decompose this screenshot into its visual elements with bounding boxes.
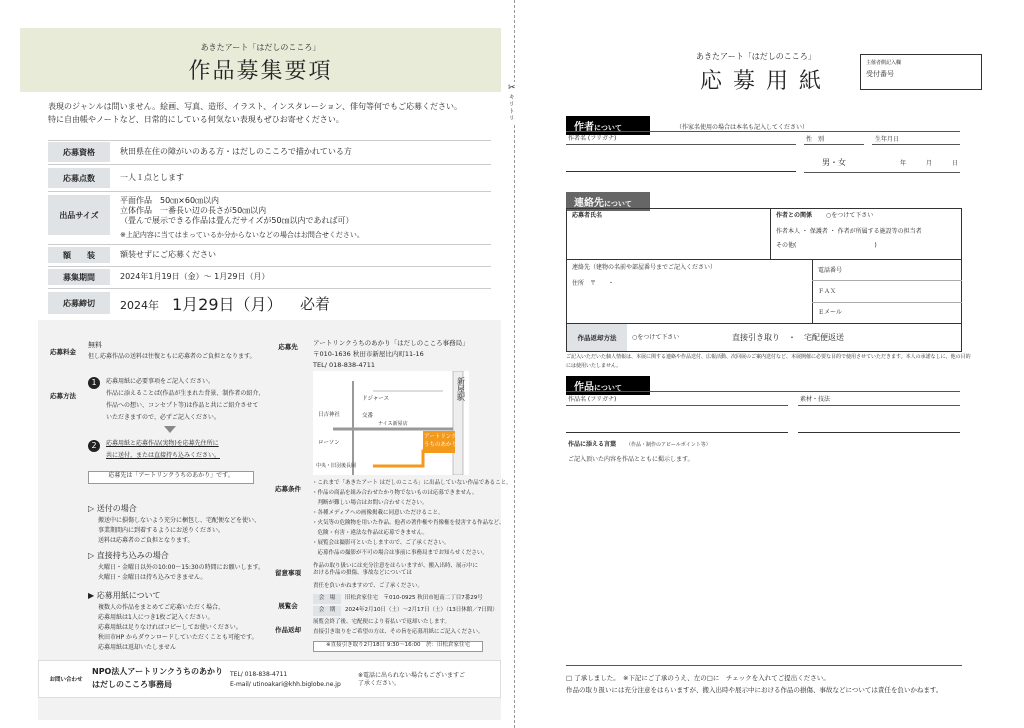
privacy-line-1: ご記入いただいた個人情報は、本展に関する連絡や作品送付、広報活動、次回展のご案内送付など、本展開催に必要な目的で使用させていただきます。本人の承諾なしに、他の目的 (566, 354, 971, 360)
step-2-circle: 2 (88, 440, 100, 452)
dest-label: 応募先 (278, 342, 298, 351)
conditions-label: 応募条件 (275, 484, 301, 493)
email-label: Ｅメール (818, 309, 842, 316)
venue-tag: 会 場 (313, 594, 341, 604)
material-field[interactable] (798, 407, 960, 433)
cond-line-1: ・これまで「あきたアート はだしのこころ」に出品していない作品であること。 (312, 480, 512, 486)
work-section-title (566, 376, 650, 395)
map-label-nice: ナイス新屋店 (378, 421, 408, 427)
form-title: ▶ 応募用紙について (88, 591, 161, 600)
period-tag: 会 期 (313, 606, 341, 616)
privacy-line-2: には使用いたしません。 (566, 363, 622, 369)
birth-day: 日 (952, 160, 959, 167)
return-method-label: 作品返却方法 (567, 324, 627, 351)
relation-label: 作者との関係 (776, 212, 813, 219)
method-label: 応募方法 (50, 391, 76, 400)
left-title: 作品募集要項 (188, 59, 333, 84)
row-label-period: 募集期間 (48, 269, 110, 285)
send-line-2: 事業期間内に到着するようにお送りください。 (98, 527, 225, 534)
form-line-2: 応募用紙は1人につき1枚ご記入ください。 (98, 614, 214, 621)
reception-label-2: 受付番号 (866, 70, 894, 78)
row-label-count: 応募点数 (48, 168, 110, 188)
map-label-road: 中央・旧羽後長岡 (316, 463, 357, 469)
arrow-down-icon (164, 426, 176, 433)
send-line-3: 送料は応募者のご負担となります。 (98, 537, 194, 544)
birth-month: 月 (926, 160, 933, 167)
fax-label: ＦＡＸ (818, 288, 837, 295)
material-label: 素材・技法 (800, 396, 831, 403)
map-label-shrine: 日吉神社 (318, 412, 341, 418)
contact-section-sub: について (604, 200, 632, 208)
cond-line-8: 応募作品の撮影が不可の場合は事前に事務局までお知らせください。 (312, 550, 488, 556)
intro-line-1: 表現のジャンルは問いません。絵画、写真、造形、イラスト、インスタレーション、俳句等何でもご応募ください。 (48, 102, 462, 111)
row-value-count: 一人１点とします (120, 173, 184, 182)
contact-org-1: NPO法人アートリンクうちのあかり (92, 667, 223, 676)
work-title-field[interactable] (566, 407, 788, 433)
map-label-lawson: ローソン (318, 440, 340, 446)
applicant-label: 応募者氏名 (572, 212, 603, 219)
reception-label-1: 主催者側記入欄 (866, 60, 902, 66)
venue-value: 旧松倉家住宅 〒010-0925 秋田市旭南二丁目7番29号 (345, 595, 483, 601)
map-label-utinoakari: うちのあかり (424, 442, 458, 448)
map-label-dodgers: ドジャース (362, 396, 390, 402)
contact-note: ※電話に出られない場合もございますご了承ください。 (358, 672, 466, 688)
cond-line-2: ・作品の商品を組み合わせたかり物でないものは応募できません。 (312, 490, 478, 496)
step-2-line-2: 共に送付、または直接持ち込みください。 (106, 452, 221, 459)
row-label-frame: 額 装 (48, 247, 110, 263)
fee-value: 無料 (88, 341, 102, 349)
step-1-line-2: 作品に添えることば(作品が生まれた背景、制作者の紹介、 (106, 390, 265, 397)
relation-other[interactable]: その他( ) (776, 242, 877, 249)
dest-line-2: 〒010-1636 秋田市新屋比内町11-16 (313, 350, 424, 358)
author-note: （作家名使用の場合は本名も記入してください） (676, 124, 809, 131)
row-value-size-3: （畳んで展示できる作品は畳んだサイズが50㎝以内であれば可） (120, 216, 354, 225)
form-line-4: 秋田市HP からダウンロードしていただくことも可能です。 (98, 634, 258, 641)
row-label-eligibility: 応募資格 (48, 142, 110, 162)
row-value-size-2: 立体作品 一番長い辺の長さが50㎝以内 (120, 206, 267, 215)
address-label: 連絡先（建物の名前や部屋番号までご記入ください） (572, 264, 717, 271)
cond-line-6: 危険・有害・違法な作品は応募できません。 (312, 530, 428, 536)
row-label-deadline: 応募締切 (48, 292, 110, 314)
words-note: ご記入頂いた内容を作品とともに掲示します。 (568, 456, 694, 463)
row-note-size: ※上記内容に当てはまっているか分からないなどの場合はお問合せください。 (120, 231, 364, 239)
caution-label: 留意事項 (275, 568, 301, 577)
contact-section-main: 連絡先 (574, 198, 604, 209)
step-1-line-1: 応募用紙に必要事項をご記入ください。 (106, 378, 215, 385)
cond-line-5: ・火気等の危険物を用いた作品、他者の著作権や肖像権を侵害する作品など、 (312, 520, 505, 526)
contact-email: E-mail/ utinoakari@khh.biglobe.ne.jp (230, 681, 341, 688)
return-box: ※直接引き取り2月18日 9:30～16:00 於：旧松倉家住宅 (313, 641, 483, 652)
work-title-label: 作品名 (フリガナ) (568, 396, 617, 403)
map-label-station: 新屋駅 (457, 377, 465, 402)
gender-options[interactable]: 男・女 (822, 158, 846, 167)
author-name-field[interactable] (566, 146, 796, 172)
map-label-artlink: アートリンク (424, 434, 457, 440)
map-label-koban: 交番 (362, 413, 374, 419)
return-line-2: 直接引き取りをご希望の方は、その旨を応募用紙にご記入ください。 (313, 629, 484, 635)
work-section-sub: について (594, 384, 622, 392)
applicant-field[interactable] (572, 224, 762, 254)
row-value-eligibility: 秋田県在住の障がいのある方・はだしのこころで描かれている方 (120, 147, 352, 156)
contact-tel: TEL/ 018-838-4711 (230, 671, 288, 678)
form-line-3: 応募用紙は足りなければコピーしてお使いください。 (98, 624, 242, 631)
bring-line-2: 火曜日・金曜日は持ち込みできません。 (98, 574, 207, 581)
row-label-size: 出品サイズ (48, 195, 110, 235)
cond-line-7: ・展覧会は撮影可といたしますので、ご了承ください。 (312, 540, 450, 546)
words-label: 作品に添える言葉 (568, 441, 617, 448)
step-1-circle: 1 (88, 377, 100, 389)
dest-line-1: アートリンクうちのあかり「はだしのこころ事務局」 (313, 339, 469, 347)
cond-line-3: 判断が難しい場合はお問い合わせください。 (312, 500, 428, 506)
contact-label: お問い合わせ (49, 677, 83, 683)
fee-note: 但し応募作品の送料は往復ともに応募者のご負担となります。 (88, 353, 256, 360)
contact-org-2: はだしのこころ事務局 (92, 680, 172, 689)
return-label: 作品返却 (275, 625, 301, 634)
cut-label: キリトリ (509, 95, 519, 124)
return-line-1: 展覧会終了後、宅配便により着払いで返却いたします。 (313, 619, 451, 625)
bring-line-1: 火曜日・金曜日以外の10:00～15:30の時間にお願いします。 (98, 564, 265, 571)
author-section-title (566, 116, 650, 135)
send-title: ▷ 送付の場合 (88, 504, 137, 513)
period-value: 2024年2月10日（土）～2月17日（土）（13日休館／7日間） (345, 607, 498, 613)
relation-hint: ○をつけて下さい (826, 212, 874, 219)
step-1-line-4: いただきますので、必ずご記入ください。 (106, 414, 220, 421)
words-hint: （作品・制作のアピールポイント等） (626, 442, 711, 448)
send-line-1: 搬送中に損傷しないよう充分に梱包し、宅配便などを使い、 (98, 517, 261, 524)
row-value-frame: 額装せずにご応募ください (120, 250, 216, 259)
cond-line-4: ・各種メディアへの画像掲載に同意いただけること。 (312, 510, 444, 516)
caution-line-1: 作品の取り扱いには充分注意をはらいますが、搬入出時、展示中における作品の損傷、事故などについては (313, 563, 479, 577)
row-value-deadline-suffix: 必着 (300, 295, 331, 313)
row-value-deadline-year: 2024年 (120, 299, 159, 312)
dest-line-3: TEL/ 018-838-4711 (313, 361, 376, 369)
work-section-main: 作品 (574, 382, 594, 393)
scissors-icon: ✂ (508, 83, 516, 93)
row-value-size-1: 平面作品 50㎝×60㎝以内 (120, 196, 220, 205)
step-1-line-3: 作品への想い、コンセプト等)は作品と共にご紹介させて (106, 402, 259, 409)
bring-title: ▷ 直接持ち込みの場合 (88, 551, 169, 560)
agree-line-2: 作品の取り扱いには充分注意をはらいますが、搬入出時や展示中における作品の損傷、事故などについては責任を負いかねます。 (566, 686, 943, 694)
words-field[interactable] (566, 468, 962, 658)
author-section-main: 作者 (574, 122, 594, 133)
caution-line-2: 責任を負いかねますので、ご了承ください。 (313, 583, 423, 589)
right-title: 応 募 用 紙 (700, 69, 823, 94)
left-subtitle: あきたアート「はだしのこころ」 (200, 43, 321, 52)
return-method-hint: ○をつけて下さい (632, 334, 680, 341)
gender-label: 性 別 (806, 136, 825, 143)
phone-label: 電話番号 (818, 267, 843, 274)
form-line-1: 複数人の作品をまとめてご応募いただく場合、 (98, 604, 225, 611)
address-line[interactable]: 住所 〒 ・ (572, 280, 615, 287)
relation-options[interactable]: 作者本人 ・ 保護者 ・ 作者が所属する施設等の担当者 (776, 228, 922, 235)
exhibition-label: 展覧会 (278, 601, 298, 610)
return-method-options[interactable]: 直接引き取り ・ 宅配便返送 (732, 333, 844, 342)
right-subtitle: あきたアート「はだしのこころ」 (696, 52, 816, 61)
author-name-label: 作者名 (フリガナ) (568, 135, 617, 142)
birth-label: 生年月日 (875, 136, 900, 143)
method-note-box: 応募先は「アートリンクうちのあかり」です。 (88, 471, 254, 484)
form-line-5: 応募用紙は返却いたしません (98, 644, 177, 651)
intro-line-2: 特に自由帳やノートなど、日常的にしている何気ない表現もぜひお寄せください。 (48, 115, 344, 124)
row-value-period: 2024年1月19日（金）～ 1月29日（月） (120, 272, 270, 281)
step-2-line-1: 応募用紙と応募作品(実物)を応募先住所に (106, 440, 219, 447)
row-value-deadline-date: 1月29日（月） (172, 295, 283, 314)
agree-line-1[interactable]: □ 了承しました。 ※下記にご了承のうえ、左の□に チェックを入れてご提出ください。 (566, 674, 830, 682)
birth-year: 年 (900, 160, 907, 167)
author-section-sub: について (594, 124, 622, 132)
fee-label: 応募料金 (50, 347, 76, 356)
